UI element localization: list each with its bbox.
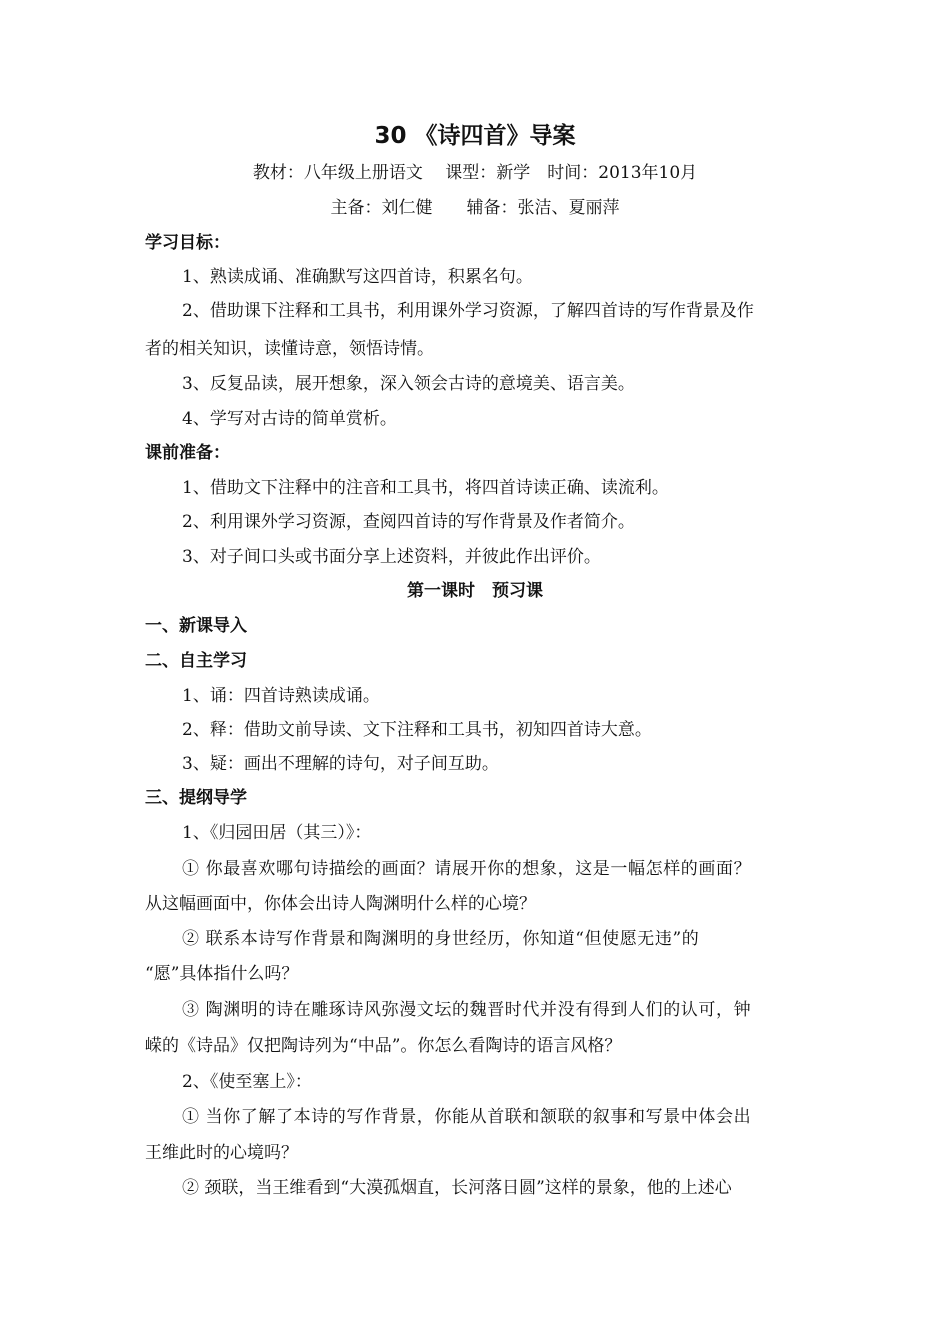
section-heading-guided-study: 三、提纲导学	[145, 788, 247, 808]
preparation-item-2: 2、利用课外学习资源，查阅四首诗的写作背景及作者简介。	[182, 512, 635, 532]
lesson-heading: 第一课时 预习课	[407, 581, 543, 601]
objective-item-4: 4、学写对古诗的简单赏析。	[182, 409, 397, 429]
self-study-item-1: 1、诵：四首诗熟读成诵。	[182, 686, 380, 706]
preparation-heading: 课前准备：	[145, 443, 230, 463]
document-meta-line2: 主备：刘仁健 辅备：张洁、夏丽萍	[330, 198, 620, 218]
section-heading-intro: 一、新课导入	[145, 616, 247, 636]
poem1-question3-line2: 嵘的《诗品》仅把陶诗列为“中品”。你怎么看陶诗的语言风格？	[145, 1036, 622, 1056]
poem2-question1-line2: 王维此时的心境吗？	[145, 1143, 298, 1163]
objective-item-3: 3、反复品读，展开想象，深入领会古诗的意境美、语言美。	[182, 374, 635, 394]
self-study-item-3: 3、疑：画出不理解的诗句，对子间互助。	[182, 754, 499, 774]
document-meta-line1: 教材：八年级上册语文 课型：新学 时间：2013年10月	[252, 163, 698, 183]
poem2-question1-line1: ① 当你了解了本诗的写作背景，你能从首联和颔联的叙事和写景中体会出	[182, 1107, 752, 1127]
poem1-question2-line1: ② 联系本诗写作背景和陶渊明的身世经历，你知道“但使愿无违”的	[182, 929, 700, 949]
poem2-question2-line1: ② 颈联，当王维看到“大漠孤烟直，长河落日圆”这样的景象，他的上述心	[182, 1178, 732, 1198]
poem2-title: 2、《使至塞上》：	[182, 1072, 312, 1092]
self-study-item-2: 2、释：借助文前导读、文下注释和工具书，初知四首诗大意。	[182, 720, 652, 740]
poem1-question2-line2: “愿”具体指什么吗？	[145, 964, 299, 984]
section-heading-self-study: 二、自主学习	[145, 651, 247, 671]
poem1-question1-line2: 从这幅画面中，你体会出诗人陶渊明什么样的心境？	[145, 894, 536, 914]
poem1-question1-line1: ① 你最喜欢哪句诗描绘的画面？请展开你的想象，这是一幅怎样的画面？	[182, 859, 752, 879]
preparation-item-1: 1、借助文下注释中的注音和工具书，将四首诗读正确、读流利。	[182, 478, 669, 498]
objective-item-2-line1: 2、借助课下注释和工具书，利用课外学习资源，了解四首诗的写作背景及作	[182, 301, 754, 321]
objective-item-2-line2: 者的相关知识，读懂诗意，领悟诗情。	[145, 339, 434, 359]
objectives-heading: 学习目标：	[145, 233, 230, 253]
poem1-question3-line1: ③ 陶渊明的诗在雕琢诗风弥漫文坛的魏晋时代并没有得到人们的认可，钟	[182, 1000, 752, 1020]
document-title: 30 《诗四首》导案	[374, 123, 576, 149]
poem1-title: 1、《归园田居（其三）》：	[182, 823, 372, 843]
objective-item-1: 1、熟读成诵、准确默写这四首诗，积累名句。	[182, 267, 533, 287]
preparation-item-3: 3、对子间口头或书面分享上述资料，并彼此作出评价。	[182, 547, 601, 567]
